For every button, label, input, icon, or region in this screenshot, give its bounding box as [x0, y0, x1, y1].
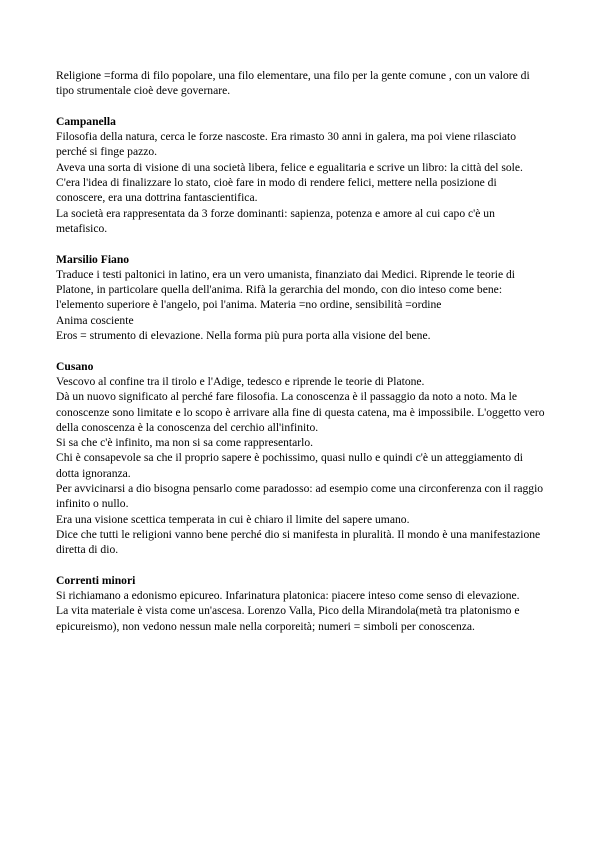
paragraph: Si sa che c'è infinito, ma non si sa come rappresentarlo.	[56, 436, 314, 450]
section-heading: Cusano	[56, 359, 94, 373]
section-correnti-minori	[56, 573, 546, 634]
paragraph: Dà un nuovo significato al perché fare filosofia. La conoscenza è il passaggio da noto a noto. Ma le conoscenze sono limitate e lo scopo è arrivare alla fine di questa catena, ma è impossibile. L'oggetto vero della conoscenza è la conoscenza del cerchio all'infinito.	[56, 390, 545, 434]
paragraph: Per avvicinarsi a dio bisogna pensarlo come paradosso: ad esempio come una circonferenza con il raggio infinito o nullo.	[56, 482, 544, 511]
paragraph: La vita materiale è vista come un'ascesa. Lorenzo Valla, Pico della Mirandola(metà tra platonismo e epicureismo), non vedono nessun male nella corporeità; numeri = simboli per conoscenza.	[56, 604, 520, 633]
paragraph: Chi è consapevole sa che il proprio sapere è pochissimo, quasi nullo e quindi c'è un atteggiamento di dotta ignoranza.	[56, 451, 524, 480]
paragraph: Anima cosciente	[56, 313, 134, 327]
intro-block	[56, 68, 546, 99]
section-heading: Marsilio Fiano	[56, 252, 130, 266]
section-heading: Correnti minori	[56, 573, 136, 587]
paragraph: Dice che tutti le religioni vanno bene perché dio si manifesta in pluralità. Il mondo è una manifestazione diretta di dio.	[56, 527, 541, 557]
document-page	[56, 68, 546, 634]
intro-paragraph: Religione =forma di filo popolare, una filo elementare, una filo per la gente comune , con un valore di tipo strumentale cioè deve governare.	[56, 69, 530, 98]
paragraph: Vescovo al confine tra il tirolo e l'Adige, tedesco e riprende le teorie di Platone.	[56, 374, 425, 388]
paragraph: Traduce i testi paltonici in latino, era un vero umanista, finanziato dai Medici. Riprende le teorie di Platone, in particolare quella dell'anima. Rifà la gerarchia del mondo, con dio inteso come bene: l'elemento superiore è l'angelo, poi l'anima. Materia =no ordine, sensibilità =ordine	[56, 267, 516, 312]
paragraph: Eros = strumento di elevazione. Nella forma più pura porta alla visione del bene.	[56, 329, 431, 343]
section-marsilio-fiano	[56, 252, 546, 344]
paragraph: Filosofia della natura, cerca le forze nascoste. Era rimasto 30 anni in galera, ma poi viene rilasciato perché si finge pazzo.	[56, 130, 517, 159]
paragraph: Era una visione scettica temperata in cui è chiaro il limite del sapere umano.	[56, 512, 410, 526]
section-campanella	[56, 114, 546, 236]
paragraph: Aveva una sorta di visione di una società libera, felice e egualitaria e scrive un libro: la città del sole. C'era l'idea di finalizzare lo stato, cioè fare in modo di rendere felici, mettere nella posizione di conoscere, era una dottrina fantascientifica.	[56, 160, 523, 205]
section-heading: Campanella	[56, 114, 116, 128]
section-cusano	[56, 359, 546, 558]
paragraph: La società era rappresentata da 3 forze dominanti: sapienza, potenza e amore al cui capo c'è un metafisico.	[56, 206, 495, 235]
paragraph: Si richiamano a edonismo epicureo. Infarinatura platonica: piacere inteso come senso di elevazione.	[56, 589, 520, 603]
